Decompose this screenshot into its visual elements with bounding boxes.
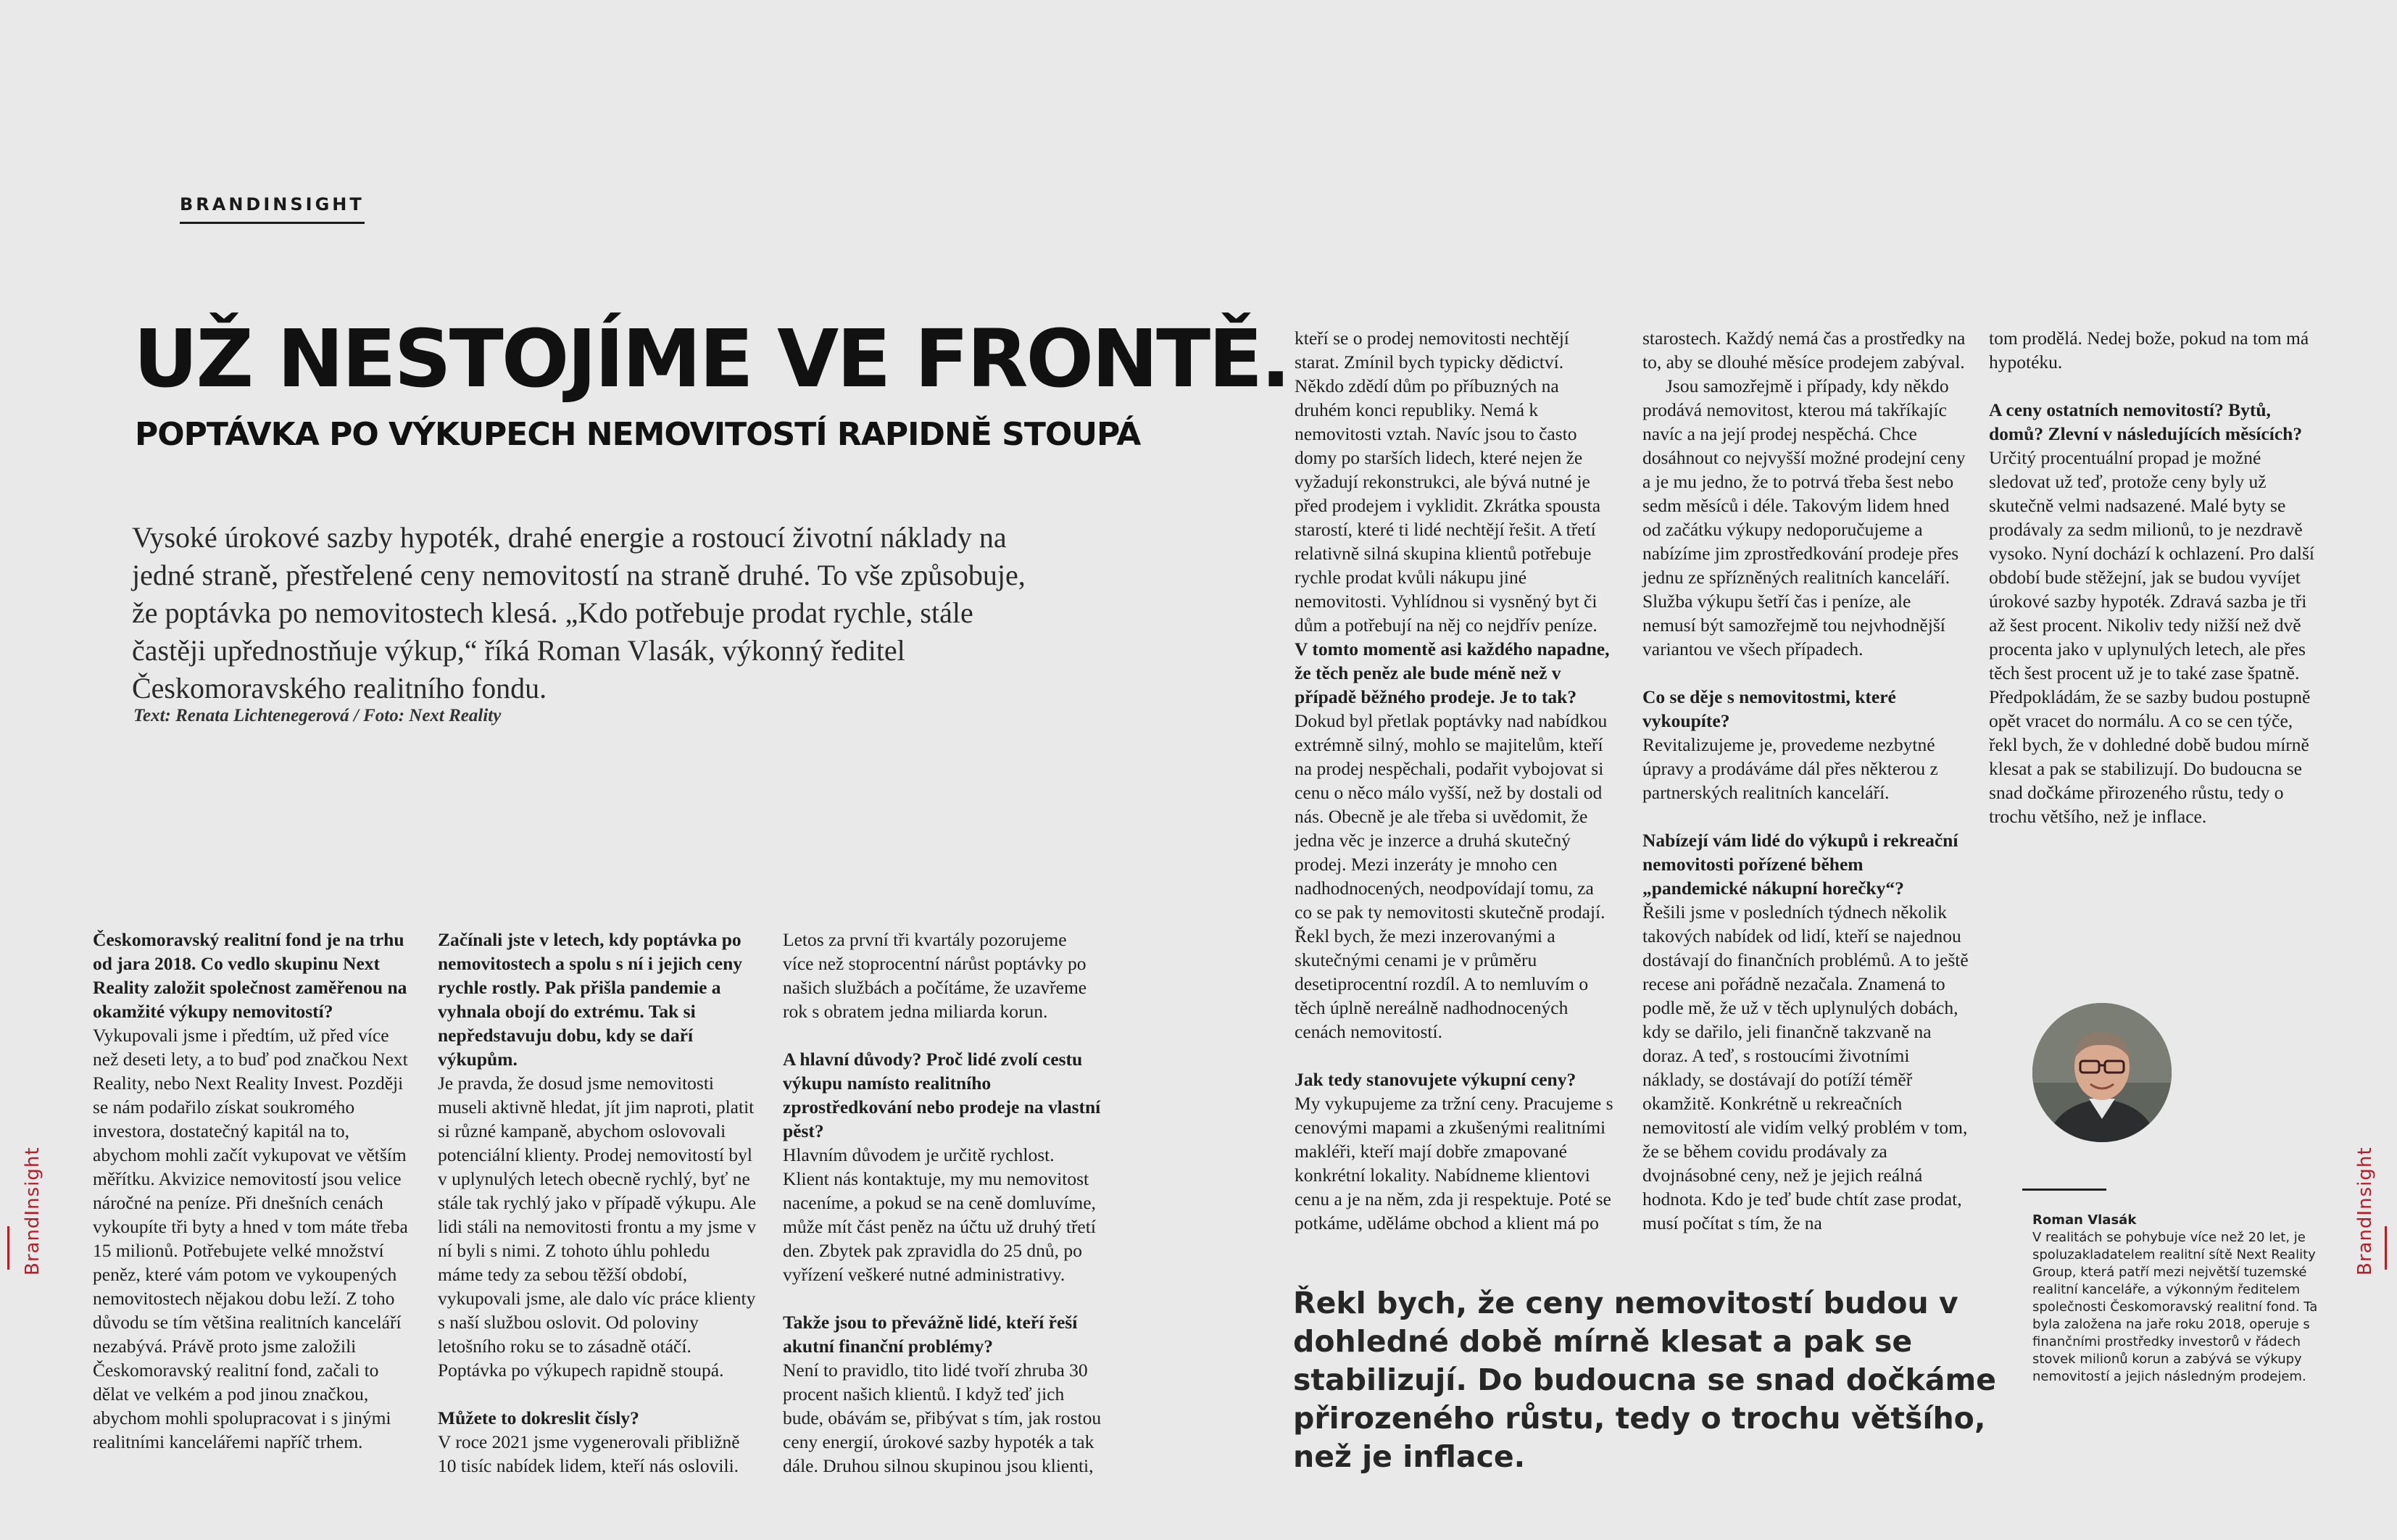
- answer: Není to pravidlo, tito lidé tvoří zhruba 30 procent našich klientů. I když teď jich bude, obávám se, přibývat s tím, jak rostou ceny energií, úrokové sazby hypoték a tak dále. Druhou silnou skupinou jsou klienti,: [783, 1360, 1102, 1476]
- text-column-5: [1642, 326, 1969, 1235]
- question: Jak tedy stanovujete výkupní ceny?: [1295, 1069, 1576, 1090]
- answer: Hlavním důvodem je určitě rychlost. Klient nás kontaktuje, my mu nemovitost naceníme, a pokud se na ceně domluvíme, může mít část peněz na účtu už druhý třetí den. Zbytek pak zpravidla do 25 dnů, po vyřízení veškeré nutné administrativy.: [783, 1144, 1096, 1285]
- answer: Revitalizujeme je, provedeme nezbytné úpravy a prodáváme dál přes některou z partnerských realitních kanceláří.: [1642, 734, 1938, 803]
- article-subtitle: POPTÁVKA PO VÝKUPECH NEMOVITOSTÍ RAPIDNĚ STOUPÁ: [135, 416, 1141, 453]
- bio-rule: [2022, 1189, 2106, 1191]
- question: Začínali jste v letech, kdy poptávka po nemovitostech a spolu s ní i jejich ceny rychle rostly. Pak přišla pandemie a vyhnala obojí do extrému. Tak si nepředstavuju dobu, kdy se daří výkupům.: [438, 929, 743, 1070]
- answer: Je pravda, že dosud jsme nemovitosti museli aktivně hledat, jít jim naproti, platit si různé kampaně, abychom oslovovali potenciální klienty. Prodej nemovitostí byl v uplynulých letech obecně rychlý, byť ne stále tak rychlý jako v případě výkupu. Ale lidi stáli na nemovitosti frontu a my jsme v ní byli s nimi. Z tohoto úhlu pohledu máme tedy za sebou těžší období, vykupovali jsme, ale dalo víc práce klienty s naší službou oslovit. Od poloviny letošního roku se to zásadně otáčí. Poptávka po výkupech rapidně stoupá.: [438, 1073, 757, 1381]
- author-bio: [2032, 1212, 2322, 1386]
- answer: Určitý procentuální propad je možné sledovat už teď, protože ceny byly už skutečně velmi nadsazené. Malé byty se prodávaly za sedm milionů, to je nezdravě vysoko. Nyní dochází k ochlazení. Pro další období bude stěžejní, jak se budou vyvíjet úrokové sazby hypoték. Zdravá sazba je tři až šest procent. Nikoliv tedy nižší než dvě procenta jako v uplynulých letech, ale přes těch šest procent už je to také zase špatně. Předpokládám, že se sazby budou postupně opět vracet do normálu. A co se cen týče, řekl bych, že v dohledné době budou mírně klesat a pak se stabilizují. Do budoucna se snad dočkáme přirozeného růstu, tedy o trochu většího, než je inflace.: [1989, 447, 2314, 827]
- answer: V roce 2021 jsme vygenerovali přibližně 10 tisíc nabídek lidem, kteří nás oslovili.: [438, 1431, 740, 1476]
- side-label-right: BrandInsight: [2354, 1146, 2376, 1275]
- answer: My vykupujeme za tržní ceny. Pracujeme s cenovými mapami a zkušenými realitními makléři, kteří mají dobře zmapované konkrétní lokality. Nabídneme klientovi cenu a je na něm, zda ji respektuje. Poté se potkáme, uděláme obchod a klient má po: [1295, 1093, 1613, 1233]
- answer: Letos za první tři kvartály pozorujeme více než stoprocentní nárůst poptávky po našich službách a počítáme, že uzavřeme rok s obratem jedna miliarda korun.: [783, 929, 1087, 1022]
- answer: kteří se o prodej nemovitosti nechtějí starat. Zmínil bych typicky dědictví. Někdo zdědí dům po příbuzných na druhém konci republiky. Nemá k nemovitosti vztah. Navíc jsou to často domy po starších lidech, které nejen že vyžadují rekonstrukci, ale bývá nutné je před prodejem i vyklidit. Zkrátka spousta starostí, které ti lidé nechtějí řešit. A třetí relativně silná skupina klientů potřebuje rychle prodat kvůli nákupu jiné nemovitosti. Vyhlídnou si vysněný byt či dům a potřebují na něj co nejdřív peníze.: [1295, 328, 1601, 636]
- text-column-4: [1295, 326, 1613, 1235]
- portrait-photo: [2032, 1003, 2172, 1142]
- side-label-left: BrandInsight: [22, 1146, 43, 1275]
- bio-name: Roman Vlasák: [2032, 1212, 2137, 1228]
- question: A hlavní důvody? Proč lidé zvolí cestu výkupu namísto realitního zprostředkování nebo prodeje na vlastní pěst?: [783, 1049, 1101, 1141]
- side-tick-left: [7, 1226, 9, 1270]
- question: Můžete to dokreslit čísly?: [438, 1407, 639, 1428]
- answer: starostech. Každý nemá čas a prostředky na to, aby se dlouhé měsíce prodejem zabýval.: [1642, 328, 1966, 372]
- article-title: UŽ NESTOJÍME VE FRONTĚ.: [133, 312, 1289, 405]
- question: Co se děje s nemovitostmi, které vykoupíte?: [1642, 686, 1896, 731]
- question: Takže jsou to převážně lidé, kteří řeší akutní finanční problémy?: [783, 1312, 1078, 1357]
- article-credits: Text: Renata Lichtenegerová / Foto: Next Reality: [133, 706, 502, 725]
- question: Nabízejí vám lidé do výkupů i rekreační nemovitosti pořízené během „pandemické nákupní horečky“?: [1642, 830, 1958, 899]
- question: Českomoravský realitní fond je na trhu od jara 2018. Co vedlo skupinu Next Reality založit společnost zaměřenou na okamžité výkupy nemovitostí?: [93, 929, 407, 1022]
- question: A ceny ostatních nemovitostí? Bytů, domů? Zlevní v následujících měsících?: [1989, 399, 2303, 444]
- question: V tomto momentě asi každého napadne, že těch peněz ale bude méně než v případě běžného prodeje. Je to tak?: [1295, 638, 1610, 707]
- answer: Řešili jsme v posledních týdnech několik takových nabídek od lidí, kteří se najednou dostávají do finančních problémů. A to ještě recese ani pořádně nezačala. Znamená to podle mě, že už v těch uplynulých dobách, kdy se dařilo, jeli finančně takzvaně na doraz. A teď, s rostoucími životními náklady, se dostávají do potíží téměř okamžitě. Konkrétně u rekreačních nemovitostí ale vidím velký problém v tom, že se během covidu prodávaly za dvojnásobné ceny, než je jejich reálná hodnota. Kdo je teď bude chtít zase prodat, musí počítat s tím, že na: [1642, 902, 1969, 1233]
- text-column-2: [438, 928, 757, 1478]
- text-column-3: [783, 928, 1102, 1478]
- answer: tom prodělá. Nedej bože, pokud na tom má hypotéku.: [1989, 328, 2309, 372]
- answer: Vykupovali jsme i předtím, už před více než deseti lety, a to buď pod značkou Next Reality, nebo Next Reality Invest. Později se nám podařilo získat soukromého investora, dostatečný kapitál na to, abychom mohli začít vykupovat ve větším měřítku. Akvizice nemovitostí jsou velice náročné na peníze. Při dnešních cenách vykoupíte tři byty a hned v tom máte třeba 15 milionů. Potřebujete velké množství peněz, které vám potom ve vykoupených nemovitostech nějakou dobu leží. Z toho důvodu se tím většina realitních kanceláří nezabývá. Právě proto jsme založili Českomoravský realitní fond, začali to dělat ve velkém a pod jinou značkou, abychom mohli spolupracovat i s jinými realitními kancelářemi napříč trhem.: [93, 1025, 408, 1452]
- pull-quote: Řekl bych, že ceny nemovitostí budou v dohledné době mírně klesat a pak se stabilizují. Do budoucna se snad dočkáme přirozeného růstu, tedy o trochu většího, než je inflace.: [1293, 1286, 1996, 1474]
- text-column-1: [93, 928, 412, 1454]
- article-lead: Vysoké úrokové sazby hypoték, drahé energie a rostoucí životní náklady na jedné straně, přestřelené ceny nemovitostí na straně druhé. To vše způsobuje, že poptávka po nemovitostech klesá. „Kdo potřebuje prodat rychle, stále častěji upřednostňuje výkup,“ říká Roman Vlasák, výkonný ředitel Českomoravského realitního fondu.: [132, 521, 1026, 704]
- section-kicker: BRANDINSIGHT: [180, 194, 365, 224]
- text-column-6: [1989, 326, 2315, 828]
- bio-text: V realitách se pohybuje více než 20 let, je spoluzakladatelem realitní sítě Next Reality Group, která patří mezi největší tuzemské realitní kanceláře, a výkonným ředitelem společnosti Českomoravský realitní fond. Ta byla založena na jaře roku 2018, operuje s finančními prostředky investorů v řádech stovek milionů korun a zabývá se výkupy nemovitostí a jejich následným prodejem.: [2032, 1230, 2318, 1384]
- side-tick-right: [2385, 1226, 2387, 1270]
- answer: Dokud byl přetlak poptávky nad nabídkou extrémně silný, mohlo se majitelům, kteří na prodej nespěchali, podařit vybojovat si cenu o něco málo vyšší, než by dostali od nás. Obecně je ale třeba si uvědomit, že jedna věc je inzerce a druhá skutečný prodej. Mezi inzeráty je mnoho cen nadhodnocených, neodpovídají tomu, za co se pak ty nemovitosti skutečně prodají. Řekl bych, že mezi inzerovanými a skutečnými cenami je v průměru desetiprocentní rozdíl. A to nemluvím o těch úplně nereálně nadhodnocených cenách nemovitostí.: [1295, 710, 1608, 1042]
- answer: Jsou samozřejmě i případy, kdy někdo prodává nemovitost, kterou má takříkajíc navíc a na její prodej nespěchá. Chce dosáhnout co nejvyšší možné prodejní ceny a je mu jedno, že to potrvá třeba šest nebo sedm měsíců i déle. Takovým lidem hned od začátku výkupy nedoporučujeme a nabízíme jim zprostředkování prodeje přes jednu ze spřízněných realitních kanceláří. Služba výkupu šetří čas i peníze, ale nemusí být samozřejmě tou nejvhodnější variantou ve všech případech.: [1642, 375, 1966, 659]
